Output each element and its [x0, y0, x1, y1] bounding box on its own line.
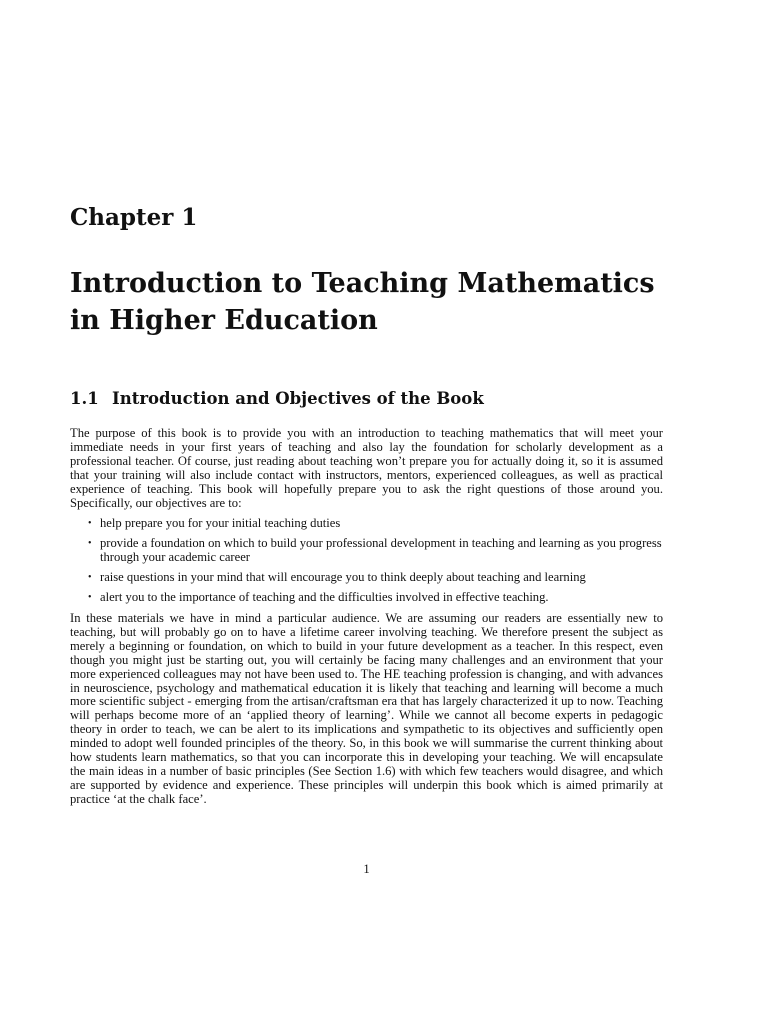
body-text [70, 427, 663, 807]
list-item-text: alert you to the importance of teaching and the difficulties involved in effective teaching. [100, 590, 549, 605]
list-item [70, 517, 663, 531]
bullet-icon: • [88, 572, 92, 584]
list-item [70, 571, 663, 585]
list-item [70, 537, 663, 565]
page-number: 1 [363, 862, 370, 876]
chapter-title-line-2: in Higher Education [70, 305, 378, 336]
list-item [70, 591, 663, 605]
list-item-text: provide a foundation on which to build your professional development in teaching and learning as you progress through your academic career [100, 536, 662, 565]
audience-paragraph: In these materials we have in mind a particular audience. We are assuming our readers are essentially new to teaching, but will probably go on to have a lifetime career involving teaching. We therefore present the subject as merely a beginning or foundation, on which to build in your future development as a teacher. In this respect, even though you might just be starting out, you will certainly be facing many challenges and an environment that your more experienced colleagues may not have been used to. The HE teaching profession is changing, and with advances in neuroscience, psychology and mathematical education it is likely that teaching and learning will become a much more scientific subject - emerging from the artisan/craftsman era that has largely characterized it up to now. Teaching will perhaps become more of an ‘applied theory of learning’. While we cannot all become experts in pedagogic theory in order to teach, we can be alert to its implications and sympathetic to its objectives and sufficiently open minded to adopt well founded principles of the theory. So, in this book we will summarise the current thinking about how students learn mathematics, so that you can incorporate this in developing your teaching. We will encapsulate the main ideas in a number of basic principles (See Section 1.6) with which few teachers would disagree, and which are supported by evidence and experience. These principles will underpin this book which is aimed primarily at practice ‘at the chalk face’. [70, 610, 663, 806]
bullet-icon: • [88, 518, 92, 530]
book-page [70, 0, 663, 1024]
bullet-icon: • [88, 592, 92, 604]
section-number: 1.1 [70, 389, 99, 408]
objectives-list [70, 517, 663, 605]
bullet-icon: • [88, 538, 92, 550]
chapter-title [70, 265, 670, 339]
intro-paragraph: The purpose of this book is to provide you with an introduction to teaching mathematics that will meet your immediate needs in your first years of teaching and also lay the foundation for scholarly development as a professional teacher. Of course, just reading about teaching won’t prepare you for actually doing it, so it is assumed that your training will also include contact with instructors, mentors, experienced colleagues, as well as practical experience of teaching. This book will hopefully prepare you to ask the right questions of those around you. Specifically, our objectives are to: [70, 426, 663, 510]
section-title: Introduction and Objectives of the Book [112, 389, 484, 408]
chapter-label: Chapter 1 [70, 204, 198, 231]
section-heading [70, 388, 484, 410]
chapter-title-line-1: Introduction to Teaching Mathematics [70, 268, 655, 299]
list-item-text: raise questions in your mind that will encourage you to think deeply about teaching and learning [100, 570, 586, 585]
list-item-text: help prepare you for your initial teaching duties [100, 516, 341, 531]
